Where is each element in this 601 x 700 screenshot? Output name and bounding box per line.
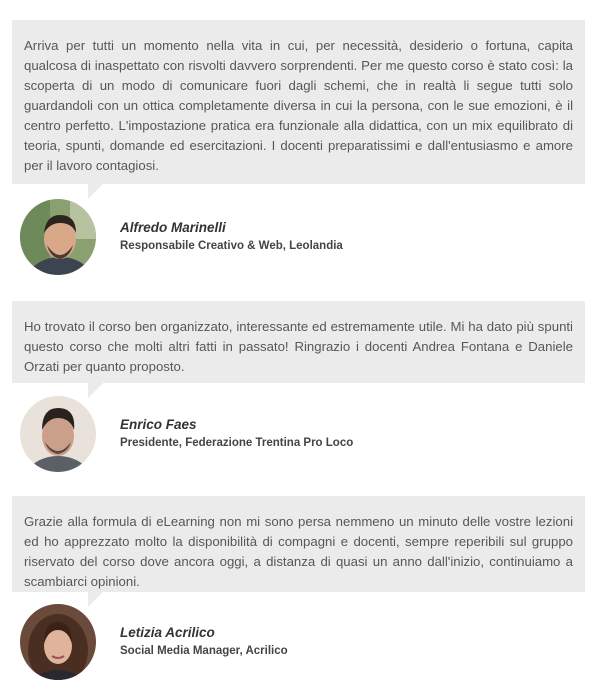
testimonial-author xyxy=(20,604,288,680)
avatar-enrico-faes xyxy=(20,396,96,472)
author-role: Social Media Manager, Acrilico xyxy=(120,645,288,657)
quote-text: Grazie alla formula di eLearning non mi sono persa nemmeno un minuto delle vostre lezioni ed ho apprezzato molto la disponibilità di compagni e docenti, sempre reperibili sul gruppo riservato del corso dove ancora oggi, a distanza di quasi un anno dall'inizio, continuiamo a scambiarci opinioni. xyxy=(24,514,573,589)
testimonial-card xyxy=(12,496,585,592)
author-name: Alfredo Marinelli xyxy=(120,220,226,235)
testimonial-quote xyxy=(12,301,585,383)
author-role: Presidente, Federazione Trentina Pro Loco xyxy=(120,437,354,449)
testimonial-quote xyxy=(12,496,585,592)
testimonial-card xyxy=(12,301,585,383)
author-role: Responsabile Creativo & Web, Leolandia xyxy=(120,240,343,252)
author-name: Enrico Faes xyxy=(120,417,197,432)
avatar-letizia-acrilico xyxy=(20,604,96,680)
testimonial-quote xyxy=(12,20,585,184)
author-name: Letizia Acrilico xyxy=(120,625,215,640)
testimonial-author xyxy=(20,199,343,275)
quote-text: Arriva per tutti un momento nella vita in cui, per necessità, desiderio o fortuna, capita qualcosa di inaspettato con risvolti davvero sorprendenti. Per me questo corso è stato così: la scoperta di un modo di comunicare fuori dagli schemi, che in realtà li segue tutti solo guardandoli con un ottica completamente diversa in cui la persona, con le sue emozioni, è il centro perfetto. L'impostazione pratica era funzionale alla didattica, con un mix equilibrato di teoria, spunti, domande ed esercitazioni. I docenti preparatissimi e dall'entusiasmo e amore per il lavoro contagiosi. xyxy=(24,38,573,173)
avatar-alfredo-marinelli xyxy=(20,199,96,275)
testimonial-card xyxy=(12,20,585,184)
quote-text: Ho trovato il corso ben organizzato, interessante ed estremamente utile. Mi ha dato più spunti questo corso che molti altri fatti in passato! Ringrazio i docenti Andrea Fontana e Daniele Orzati per quanto proposto. xyxy=(24,319,573,374)
testimonial-author xyxy=(20,396,353,472)
